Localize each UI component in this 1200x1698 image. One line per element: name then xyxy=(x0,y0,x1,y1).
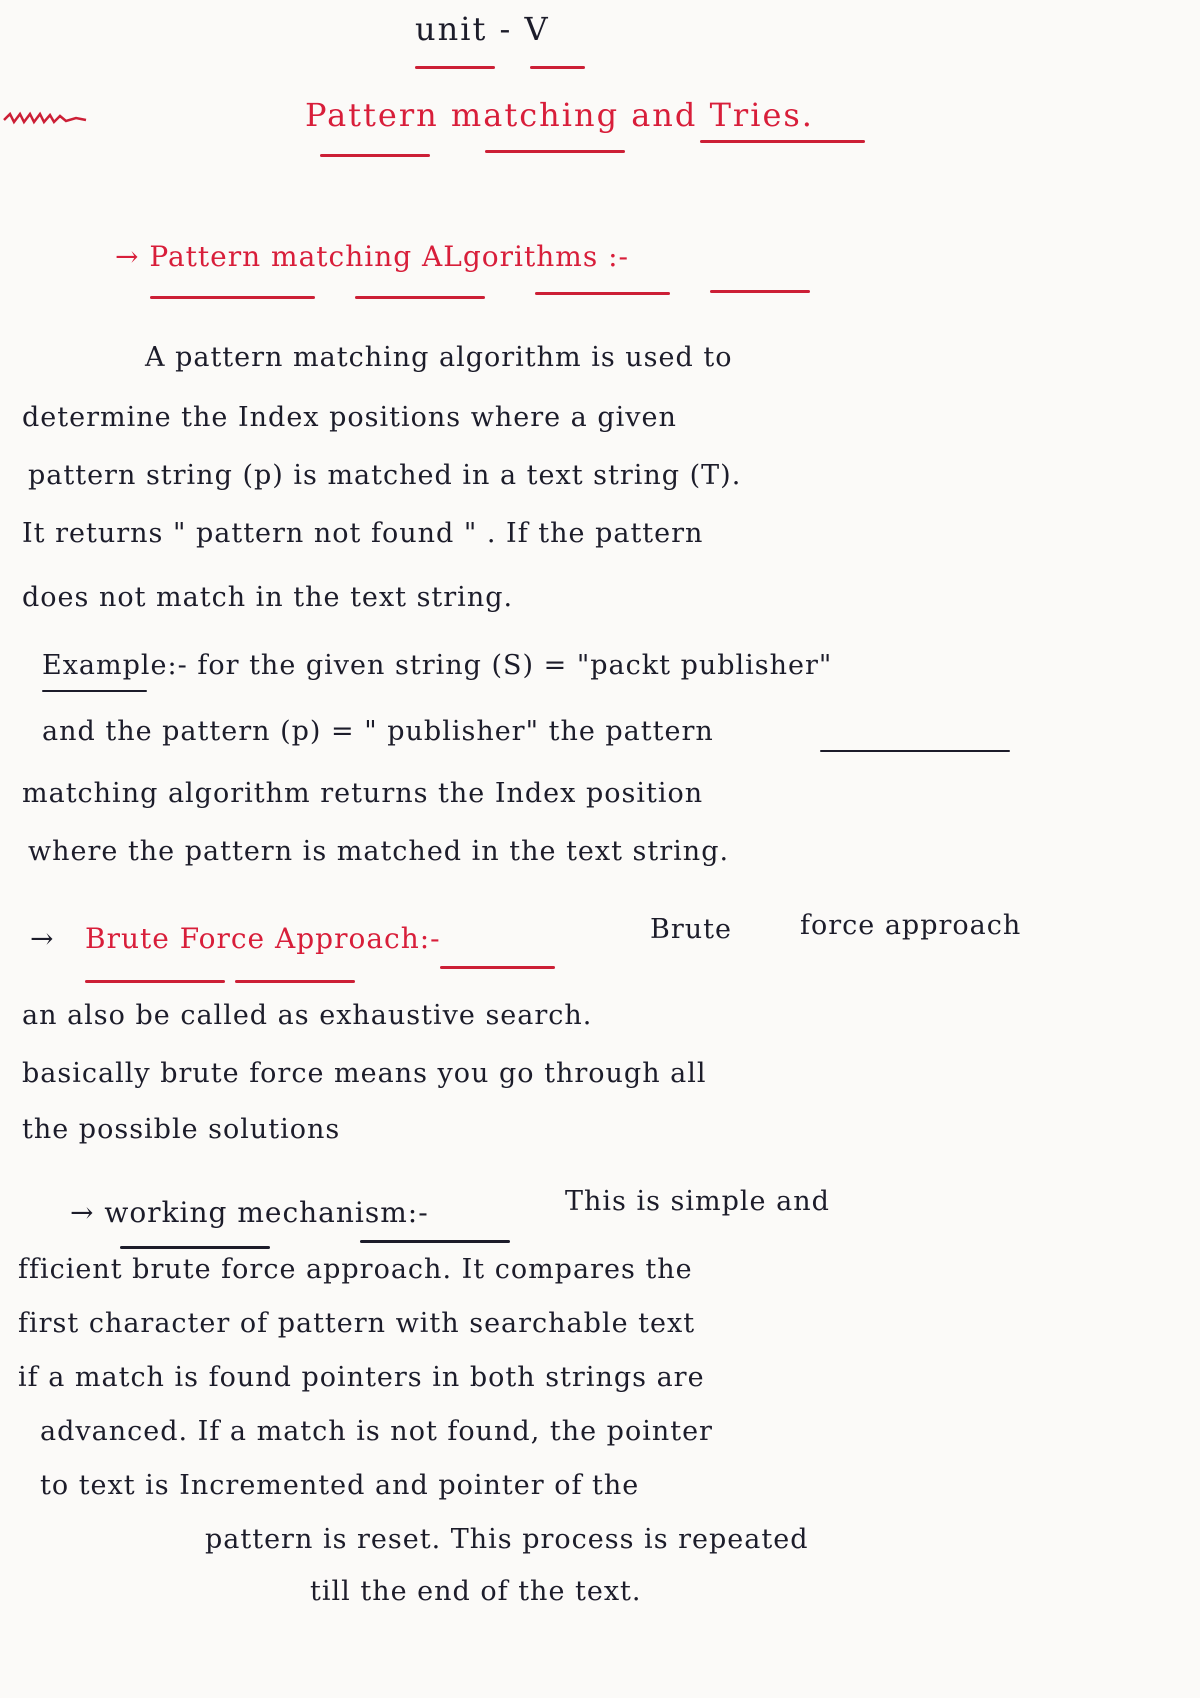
section-heading-working-mechanism: → working mechanism:- xyxy=(70,1196,429,1229)
unit-underline-1 xyxy=(415,66,495,69)
section-heading-brute-force: Brute Force Approach:- xyxy=(85,922,441,955)
section1-underline-3 xyxy=(535,292,670,295)
section1-underline-1 xyxy=(150,296,315,299)
arrow-icon: → xyxy=(30,922,55,955)
section2-heading-rest: force approach xyxy=(800,910,1022,941)
example-line-3: matching algorithm returns the Index position xyxy=(22,778,704,809)
section2-heading-lead: Brute xyxy=(650,914,732,945)
para2-line-2: basically brute force means you go through all xyxy=(22,1058,707,1089)
section1-underline-2 xyxy=(355,296,485,299)
para2-line-3: the possible solutions xyxy=(22,1114,341,1145)
section3-underline-1 xyxy=(120,1246,270,1249)
para1-line-1: A pattern matching algorithm is used to xyxy=(145,342,733,373)
para3-line-4: advanced. If a match is not found, the pointer xyxy=(40,1416,713,1447)
para1-line-3: pattern string (p) is matched in a text string (T). xyxy=(28,460,742,491)
title-underline-3 xyxy=(700,140,865,143)
example-label-underline xyxy=(42,690,147,692)
para1-line-4: It returns " pattern not found " . If the pattern xyxy=(22,518,704,549)
example-line-2: and the pattern (p) = " publisher" the pattern xyxy=(42,716,714,747)
section2-underline-2 xyxy=(235,980,355,983)
para3-line-3: if a match is found pointers in both strings are xyxy=(18,1362,705,1393)
para3-line-7: till the end of the text. xyxy=(310,1576,642,1607)
section2-underline-1 xyxy=(85,980,225,983)
example-line-1: Example:- for the given string (S) = "packt publisher" xyxy=(42,650,833,681)
example-pattern-underline xyxy=(820,750,1010,752)
para2-line-1: an also be called as exhaustive search. xyxy=(22,1000,593,1031)
para3-line-6: pattern is reset. This process is repeated xyxy=(205,1524,809,1555)
unit-underline-2 xyxy=(530,66,585,69)
title-underline-2 xyxy=(485,150,625,153)
para3-line-2: first character of pattern with searchable text xyxy=(18,1308,696,1339)
para3-line-5: to text is Incremented and pointer of the xyxy=(40,1470,640,1501)
para3-line-1: fficient brute force approach. It compares the xyxy=(18,1254,693,1285)
section-heading-pattern-matching: → Pattern matching ALgorithms :- xyxy=(115,240,629,273)
section1-underline-4 xyxy=(710,290,810,293)
page-title: Pattern matching and Tries. xyxy=(305,96,814,134)
title-underline-1 xyxy=(320,154,430,157)
section2-underline-3 xyxy=(440,966,555,969)
red-scribble-mark xyxy=(0,110,90,126)
unit-heading: unit - V xyxy=(415,10,550,48)
para1-line-2: determine the Index positions where a given xyxy=(22,402,677,433)
section3-heading-rest: This is simple and xyxy=(565,1186,830,1217)
para1-line-5: does not match in the text string. xyxy=(22,582,514,613)
example-line-4: where the pattern is matched in the text string. xyxy=(28,836,730,867)
section3-underline-2 xyxy=(360,1240,510,1243)
